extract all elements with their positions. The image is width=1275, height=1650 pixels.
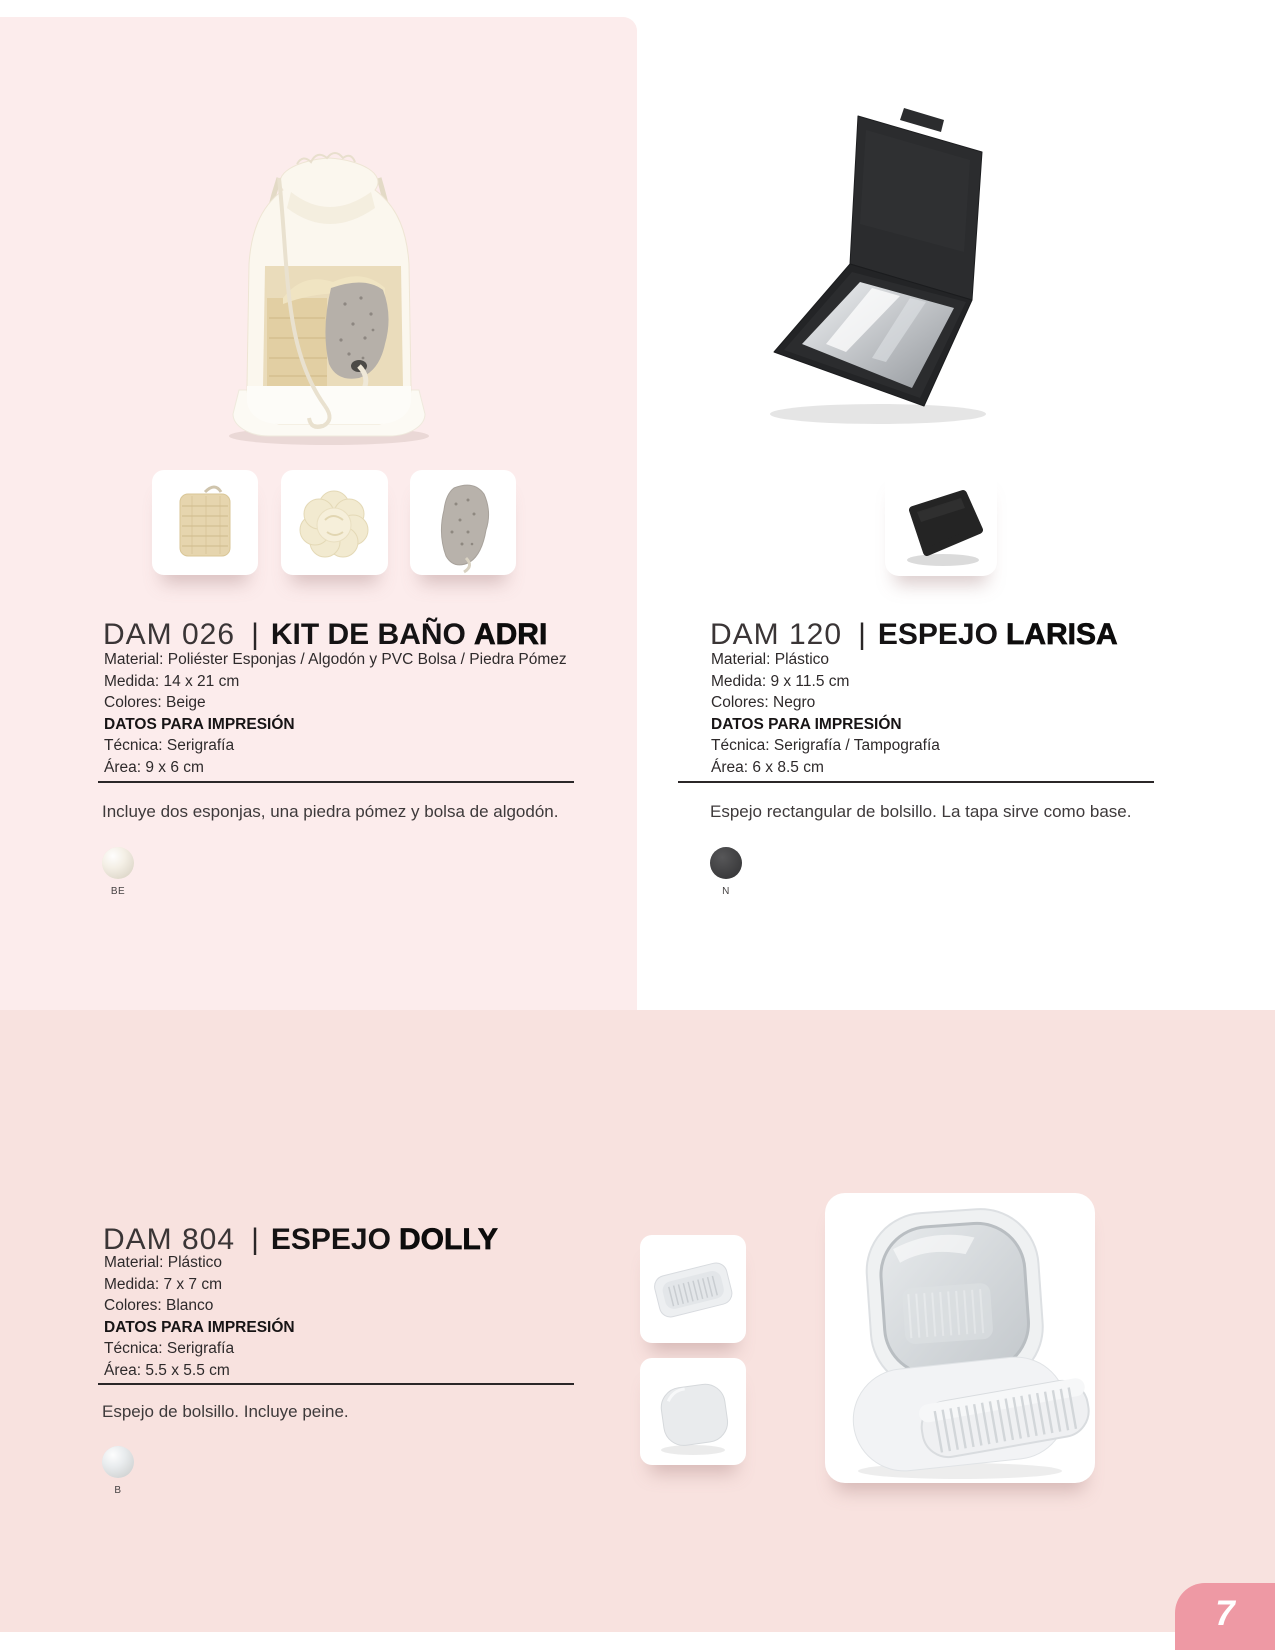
page-number: 7 [1215, 1593, 1235, 1633]
divider [98, 781, 574, 783]
spec-technique: Técnica: Serigrafía / Tampografía [711, 737, 940, 755]
swatch-dot [710, 847, 742, 879]
spec-colors: Colores: Blanco [104, 1297, 214, 1315]
product-description: Espejo de bolsillo. Incluye peine. [102, 1402, 349, 1421]
product-code: DAM 026 [103, 617, 236, 651]
product-name: ESPEJO [270, 1222, 391, 1256]
product-title [103, 618, 547, 652]
product-description: Espejo rectangular de bolsillo. La tapa sirve como base. [710, 802, 1132, 821]
product-photo-bath-kit-bag [213, 148, 445, 448]
spec-print-area: Área: 6 x 8.5 cm [711, 758, 824, 776]
swatch-dot [102, 847, 134, 879]
product-name: ESPEJO [877, 617, 998, 651]
swatch-label: BE [110, 886, 126, 897]
product-name-highlight: ADRI [473, 617, 548, 651]
thumbnail-card-bath-pouf [281, 470, 388, 575]
product-description: Incluye dos esponjas, una piedra pómez y bolsa de algodón. [102, 802, 559, 821]
thumbnail-card-comb-case [640, 1235, 746, 1343]
thumbnail-card-black-mirror [885, 468, 997, 576]
title-separator: | [251, 1222, 259, 1256]
spec-size: Medida: 7 x 7 cm [104, 1275, 223, 1293]
product-code: DAM 804 [103, 1222, 236, 1256]
title-separator: | [251, 617, 259, 651]
product-name: KIT DE BAÑO [270, 617, 466, 651]
spec-material: Material: Plástico [711, 651, 830, 668]
product-photo-dolly-mirror-comb [825, 1193, 1095, 1483]
color-swatch-blanco [102, 1446, 142, 1496]
thumbnail-card-closed-compact [640, 1358, 746, 1465]
product-code: DAM 120 [710, 617, 843, 651]
spec-size: Medida: 9 x 11.5 cm [711, 672, 850, 690]
spec-print-header: DATOS PARA IMPRESIÓN [104, 1318, 295, 1336]
color-swatch-beige [102, 847, 142, 897]
spec-print-header: DATOS PARA IMPRESIÓN [711, 715, 902, 733]
spec-print-area: Área: 9 x 6 cm [104, 758, 204, 776]
product-title [710, 618, 1118, 652]
product-photo-folding-mirror [748, 100, 1012, 440]
spec-size: Medida: 14 x 21 cm [104, 672, 240, 690]
spec-colors: Colores: Negro [711, 694, 816, 712]
thumbnail-card-pumice-stone [410, 470, 516, 575]
color-swatch-negro [710, 847, 750, 897]
spec-material: Material: Plástico [104, 1254, 223, 1271]
product-specs [711, 649, 940, 779]
spec-technique: Técnica: Serigrafía [104, 1340, 235, 1358]
divider [98, 1383, 574, 1385]
swatch-dot [102, 1446, 134, 1478]
divider [678, 781, 1154, 783]
product-specs [104, 1252, 295, 1382]
spec-technique: Técnica: Serigrafía [104, 737, 235, 755]
spec-material: Material: Poliéster Esponjas / Algodón y PVC Bolsa / Piedra Pómez [104, 651, 567, 668]
title-separator: | [858, 617, 866, 651]
product-name-highlight: DOLLY [399, 1222, 498, 1256]
spec-print-area: Área: 5.5 x 5.5 cm [104, 1361, 230, 1379]
spec-print-header: DATOS PARA IMPRESIÓN [104, 715, 295, 733]
swatch-label: N [722, 886, 730, 897]
page-number-tab [1175, 1583, 1275, 1650]
thumbnail-card-loofah-sponge [152, 470, 258, 575]
product-specs [104, 649, 567, 779]
swatch-label: B [114, 1485, 122, 1496]
spec-colors: Colores: Beige [104, 694, 206, 712]
product-name-highlight: LARISA [1006, 617, 1118, 651]
